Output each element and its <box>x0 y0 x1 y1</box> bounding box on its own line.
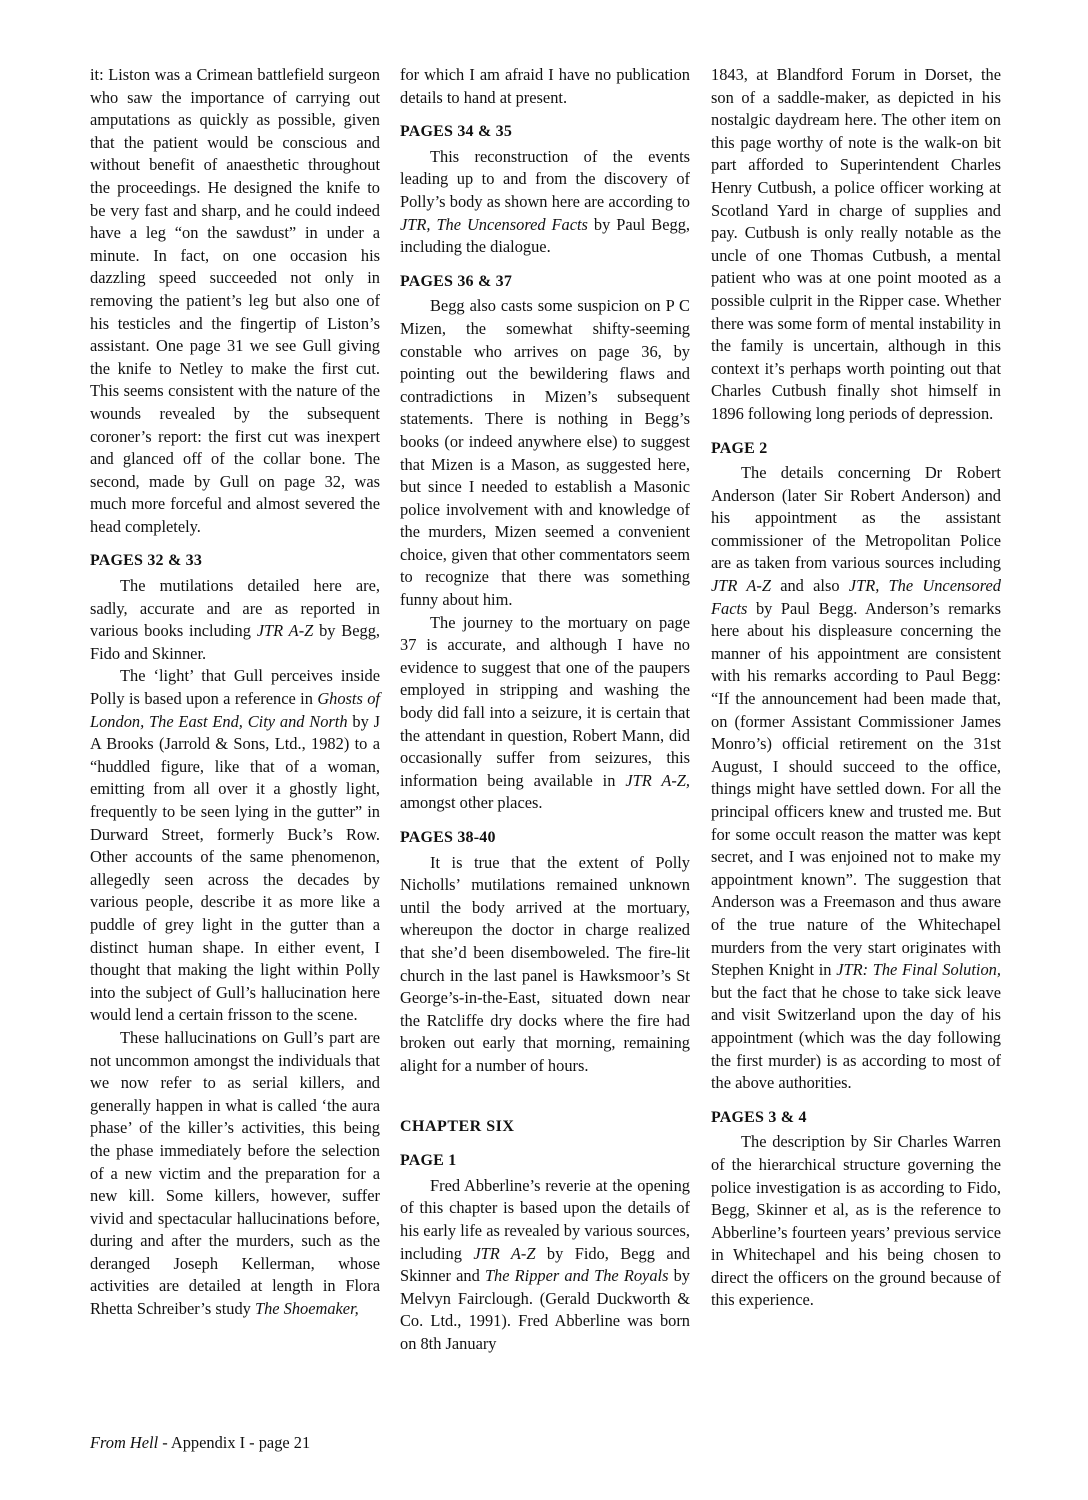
paragraph: Fred Abberline’s reverie at the opening of this chapter is based upon the details of his early life as revealed by various sources, including JTR A-Z by Fido, Begg and Skinner and The Ripper and The Royals by Melvyn Fairclough. (Gerald Duckworth & Co. Ltd., 1991). Fred Abberline was born on 8th January <box>400 1175 690 1353</box>
paragraph: 1843, at Blandford Forum in Dorset, the son of a saddle-maker, as depicted in his nostalgic daydream here. The other item on this page worthy of note is the walk-on bit part afforded to Superintendent Charles Henry Cutbush, a police officer working at Scotland Yard in charge of supplies and pay. Cutbush is only really notable as the uncle of one Thomas Cutbush, a mental patient who was at one point mooted as a possible culprit in the Ripper case. Whether there was some form of mental instability in the family is uncertain, although in this context it’s perhaps worth pointing out that Charles Cutbush finally shot himself in 1896 following long periods of depression. <box>711 65 1001 423</box>
paragraph: it: Liston was a Crimean battlefield surgeon who saw the importance of carrying out amputations as quickly as possible, given that the patient would be conscious and without benefit of anaesthetic throughout the proceedings. He designed the knife to be very fast and sharp, and he could indeed have a leg “on the sawdust” in under a minute. In fact, on one occasion his dazzling speed succeeded not only in removing the patient’s leg but also one of his testicles and the fingertip of Liston’s assistant. One page 31 we see Gull giving the knife to Netley to make the first cut. This seems consistent with the nature of the wounds revealed by the subsequent coroner’s report: the first cut was inexpert and glanced off of the collar bone. The second, made by Gull on page 32, was much more forceful and almost severed the head completely. <box>90 65 380 536</box>
section-heading: PAGES 36 & 37 <box>400 272 513 290</box>
text-column-3 <box>711 64 1001 1312</box>
paragraph: These hallucinations on Gull’s part are not uncommon amongst the individuals that we now refer to as serial killers, and generally happen in what is called ‘the aura phase’ of the killer’s activities, this being the phase immediately before the selection of a new victim and the preparation for a new kill. Some killers, however, suffer vivid and spectacular hallucinations before, during and after the murders, such as the deranged Joseph Kellerman, whose activities are detailed at length in Flora Rhetta Schreiber’s study The Shoemaker, <box>90 1027 380 1319</box>
paragraph: The description by Sir Charles Warren of the hierarchical structure governing the police investigation is as according to Fido, Begg, Skinner et al, as is the reference to Abberline’s fourteen years’ previous service in Whitechapel and his being chosen to direct the officers on the ground because of this experience. <box>711 1132 1001 1310</box>
footer-title: From Hell <box>90 1433 159 1452</box>
paragraph: The mutilations detailed here are, sadly, accurate and are as reported in various books including JTR A-Z by Begg, Fido and Skinner. <box>90 576 380 663</box>
text-column-1 <box>90 64 380 1321</box>
paragraph: It is true that the extent of Polly Nicholls’ mutilations remained unknown until the body arrived at the mortuary, whereupon the doctor in charge realized that she’d been disemboweled. The fire-lit church in the last panel is Hawksmoor’s St George’s-in-the-East, situated down near the Ratcliffe dry docks where the fire had broken out early that morning, remaining alight for a number of hours. <box>400 852 690 1075</box>
section-heading: PAGE 1 <box>400 1152 457 1170</box>
section-heading: PAGES 3 & 4 <box>711 1108 807 1126</box>
paragraph: The details concerning Dr Robert Anderson (later Sir Robert Anderson) and his appointment as the assistant commissioner of the Metropolitan Police are as taken from various sources including JTR A-Z and also JTR, The Uncensored Facts by Paul Begg. Anderson’s remarks here about his displeasure concerning the manner of his appointment are consistent with his remarks according to Paul Begg: “If the announcement had been made that, on (former Assistant Commissioner James Monro’s) official retirement on the 31st August, I should succeed to the office, things might have settled down. For all the principal officers knew and trusted me. But for some occult reason the matter was kept secret, and I was enjoined not to make my appointment known”. The suggestion that Anderson was a Freemason and thus aware of the true nature of the Whitechapel murders from the very start originates with Stephen Knight in JTR: The Final Solution, but the fact that he chose to take sick leave and visit Switzerland upon the day of his appointment (which was the day following the first murder) is as according to most of the above authorities. <box>711 463 1001 1093</box>
paragraph: This reconstruction of the events leading up to and from the discovery of Polly’s body as shown here are according to JTR, The Uncensored Facts by Paul Begg, including the dialogue. <box>400 146 690 257</box>
paragraph: for which I am afraid I have no publication details to hand at present. <box>400 65 690 107</box>
page-footer <box>90 1433 310 1453</box>
footer-page-label: - Appendix I - page 21 <box>158 1433 311 1452</box>
section-heading: CHAPTER SIX <box>400 1117 515 1135</box>
paragraph: The journey to the mortuary on page 37 is accurate, and although I have no evidence to suggest that one of the paupers employed in stripping and washing the body did fall into a seizure, it is certain that the attendant in question, Robert Mann, did occasionally suffer from seizures, this information being available in JTR A-Z, amongst other places. <box>400 612 691 813</box>
section-heading: PAGES 34 & 35 <box>400 123 513 141</box>
paragraph: The ‘light’ that Gull perceives inside Polly is based upon a reference in Ghosts of London, The East End, City and North by J A Brooks (Jarrold & Sons, Ltd., 1982) to a “huddled figure, like that of a woman, emitting from all over it a ghostly light, frequently to be seen lying in the gutter” in Durward Street, formerly Buck’s Row. Other accounts of the same phenomenon, allegedly seen across the decades by various people, describe it as more like a puddle of grey light in the gutter than a distinct human shape. In either event, I thought that making the light within Polly into the subject of Gull’s hallucination here would lend a certain frisson to the scene. <box>90 666 380 1025</box>
text-column-2 <box>400 64 690 1355</box>
paragraph: Begg also casts some suspicion on P C Mizen, the somewhat shifty-seeming constable who arrives on page 36, by pointing out the bewildering flaws and contradictions in Mizen’s subsequent statements. There is nothing in Begg’s books (or indeed anywhere else) to suggest that Mizen is a Mason, as suggested here, but since I needed to establish a Masonic police involvement with and knowledge of the murders, Mizen seemed a convenient choice, given that other commentators seem to recognize that there was something funny about him. <box>400 296 690 610</box>
section-heading: PAGE 2 <box>711 439 768 457</box>
section-heading: PAGES 32 & 33 <box>90 552 203 570</box>
section-heading: PAGES 38-40 <box>400 829 496 846</box>
